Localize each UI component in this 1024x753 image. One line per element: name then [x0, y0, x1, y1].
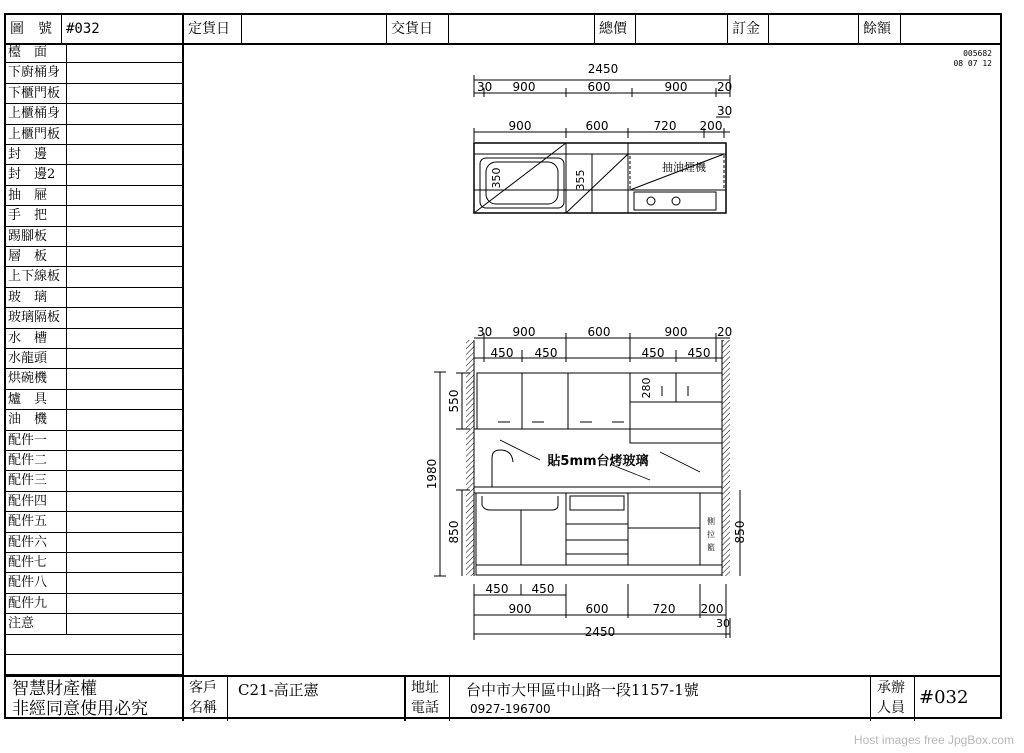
spec-row: [6, 471, 182, 491]
customer-name-cell: [228, 677, 406, 721]
bottom-dim-2: 600: [585, 602, 609, 616]
spec-row-label: 配件九: [8, 595, 48, 611]
spec-row-label: 配件三: [8, 473, 48, 489]
spec-row-divider: [66, 63, 67, 82]
deposit-label: 訂金: [728, 15, 769, 43]
spec-row-divider: [66, 145, 67, 164]
spec-row-label: 檯 面: [8, 45, 48, 60]
spec-row-label: 配件四: [8, 493, 48, 509]
bottom-dim-3: 720: [652, 602, 676, 616]
spec-row: [6, 369, 182, 389]
spec-row-divider: [66, 288, 67, 307]
elev-top-dim-5: 20: [717, 325, 733, 339]
handler-label-2: 人員: [877, 700, 905, 716]
spec-row: [6, 329, 182, 349]
spec-row-label: 配件七: [8, 555, 48, 570]
spec-row-divider: [66, 84, 67, 103]
plan-dim-2: 900: [512, 80, 536, 94]
customer-name: C21-高正憲: [238, 681, 319, 699]
spec-row-label: 配件六: [8, 534, 48, 550]
spec-row: [6, 390, 182, 410]
hood-label: 抽油煙機: [662, 161, 706, 174]
bottom-dim-1: 900: [508, 602, 532, 616]
spec-row-label: 封 邊2: [8, 167, 56, 183]
spec-row-label: 下櫃門板: [8, 85, 61, 101]
spec-sidebar: [6, 43, 184, 675]
watermark[interactable]: Host images free JpgBox.com: [853, 733, 1014, 747]
balance-value[interactable]: [901, 15, 1000, 43]
spec-row: [6, 125, 182, 145]
spec-row: [6, 349, 182, 369]
customer-label: [184, 677, 228, 721]
spec-row-divider: [66, 104, 67, 123]
handler-label-1: 承辦: [877, 680, 905, 696]
plan-total-dim: 2450: [587, 62, 619, 76]
delivery-date-label: 交貨日: [387, 15, 449, 43]
bottom-edge-dim: 30: [716, 617, 730, 630]
spec-row-divider: [66, 247, 67, 266]
spec-row: [6, 43, 182, 63]
elev-door-dim-4: 450: [687, 346, 711, 360]
spec-row-label: 水龍頭: [8, 351, 48, 366]
total-price-value[interactable]: [636, 15, 728, 43]
spec-row-label: 下廚桶身: [8, 65, 61, 81]
plan-dim-1: 30: [477, 80, 493, 94]
spec-row-divider: [66, 614, 67, 633]
plan-dim-4: 900: [664, 80, 688, 94]
spec-row: [6, 267, 182, 287]
spec-row: [6, 573, 182, 593]
plan-depth-1: 350: [490, 167, 503, 189]
plan-dim-3: 600: [587, 80, 611, 94]
address-label: [406, 677, 450, 721]
ip-line-1: 智慧財產權: [12, 679, 97, 699]
address-value: 台中市大甲區中山路一段1157-1號: [466, 681, 699, 699]
elev-door-dim-2: 450: [534, 346, 558, 360]
plan-inner-dim-1: 900: [508, 119, 532, 133]
drawing-code: 005682: [963, 49, 992, 58]
spec-row-divider: [66, 410, 67, 429]
spec-row: [6, 594, 182, 614]
spec-row: [6, 451, 182, 471]
spec-row: [6, 614, 182, 634]
base-height-left: 850: [447, 520, 461, 544]
drawing-date: 08 07 12: [953, 59, 992, 68]
handler-value: #032: [919, 687, 969, 708]
base-height-right: 850: [733, 520, 747, 544]
handler-label: [871, 677, 915, 721]
spec-row-divider: [66, 125, 67, 144]
spec-row-label: 上下線板: [8, 269, 61, 285]
upper-height-dim: 550: [447, 389, 461, 413]
spec-row: [6, 145, 182, 165]
elev-top-dim-1: 30: [477, 325, 493, 339]
spec-row-label: 配件五: [8, 514, 48, 530]
spec-row-label: 封 邊: [8, 147, 48, 162]
plan-inner-dim-4: 200: [699, 119, 723, 133]
plan-edge-dim: 30: [717, 104, 733, 118]
customer-label-1: 客戶: [189, 680, 217, 696]
spec-row-divider: [66, 492, 67, 511]
spec-row: [6, 165, 182, 185]
spec-row-label: 上櫃桶身: [8, 106, 61, 122]
spec-row: [6, 431, 182, 451]
spec-row-divider: [66, 165, 67, 184]
spec-row: [6, 410, 182, 430]
spec-row: [6, 227, 182, 247]
spec-row: [6, 247, 182, 267]
elev-top-dim-2: 900: [512, 325, 536, 339]
spec-row-divider: [66, 329, 67, 348]
elev-top-dim-3: 600: [587, 325, 611, 339]
customer-label-2: 名稱: [189, 700, 217, 716]
drawing-meta: [953, 49, 992, 69]
ip-line-2: 非經同意使用必究: [12, 699, 148, 719]
spec-row-label: 爐 具: [8, 391, 48, 407]
spec-row: [6, 288, 182, 308]
spec-row-label: 注意: [8, 616, 35, 632]
spec-row-divider: [66, 308, 67, 327]
spec-row-label: 踢腳板: [8, 228, 48, 244]
side-label-3: 籃: [707, 543, 715, 552]
phone-value: 0927-196700: [470, 702, 551, 716]
deposit-value[interactable]: [769, 15, 859, 43]
spec-row-divider: [66, 186, 67, 205]
spec-row-label: 玻 璃: [8, 289, 48, 305]
spec-row-divider: [66, 206, 67, 225]
spec-row-label: 烘碗機: [8, 371, 48, 387]
spec-row-divider: [66, 390, 67, 409]
spec-row: [6, 533, 182, 553]
spec-row: [6, 512, 182, 532]
spec-row-label: 玻璃隔板: [8, 310, 61, 326]
drawing-no-label: 圖 號: [6, 15, 62, 43]
elev-door-dim-1: 450: [490, 346, 514, 360]
spec-row-divider: [66, 451, 67, 470]
spec-row-label: 配件二: [8, 453, 48, 468]
spec-row-divider: [66, 553, 67, 572]
spec-row: [6, 84, 182, 104]
spec-row: [6, 104, 182, 124]
spec-row-label: 配件一: [8, 432, 48, 448]
spec-row: [6, 186, 182, 206]
spec-row-divider: [66, 431, 67, 450]
plan-inner-dim-2: 600: [585, 119, 609, 133]
elev-door-dim-3: 450: [641, 346, 665, 360]
handler-cell: [915, 677, 1000, 721]
address-label-2: 電話: [411, 700, 439, 716]
total-height-dim: 1980: [425, 458, 439, 490]
address-label-1: 地址: [411, 680, 439, 696]
side-label-2: 拉: [707, 530, 715, 539]
spec-row-label: 水 槽: [8, 330, 48, 346]
side-label-1: 側: [707, 517, 715, 526]
balance-label: 餘額: [859, 15, 901, 43]
header-bar: [6, 15, 1000, 45]
drawing-no-value: #032: [62, 15, 184, 43]
spec-row-divider: [66, 533, 67, 552]
elev-top-dim-4: 900: [664, 325, 688, 339]
spec-row-divider: [66, 512, 67, 531]
spec-row-label: 層 板: [8, 249, 48, 264]
spec-row-divider: [66, 267, 67, 286]
spec-row-divider: [66, 349, 67, 368]
spec-row-divider: [66, 471, 67, 490]
order-date-value[interactable]: [242, 15, 387, 43]
drawing-frame: [4, 13, 1002, 719]
plan-inner-dim-3: 720: [653, 119, 677, 133]
spec-row-label: 油 機: [8, 412, 48, 428]
spec-row: [6, 492, 182, 512]
spec-row-label: 手 把: [8, 208, 48, 224]
bottom-door-dim-2: 450: [531, 582, 555, 596]
bottom-total-dim: 2450: [584, 625, 616, 639]
spec-row-divider: [66, 594, 67, 613]
glass-label: 貼5mm台烤玻璃: [547, 454, 649, 469]
spec-row-empty: [6, 635, 182, 655]
spec-row: [6, 206, 182, 226]
ip-notice: [6, 677, 184, 721]
total-price-label: 總價: [595, 15, 636, 43]
bottom-dim-4: 200: [700, 602, 724, 616]
spec-row-label: 上櫃門板: [8, 126, 61, 142]
spec-row-divider: [66, 43, 67, 62]
spec-row-divider: [66, 369, 67, 388]
bottom-door-dim-1: 450: [485, 582, 509, 596]
footer-bar: [6, 675, 1000, 721]
spec-row-empty: [6, 655, 182, 675]
spec-row-divider: [66, 227, 67, 246]
spec-row: [6, 63, 182, 83]
spec-row-divider: [66, 573, 67, 592]
plan-depth-2: 355: [574, 169, 587, 191]
spec-row: [6, 553, 182, 573]
plan-dim-5: 20: [717, 80, 733, 94]
spec-row-label: 配件八: [8, 575, 48, 591]
spec-row-label: 抽 屜: [8, 187, 48, 203]
order-date-label: 定貨日: [184, 15, 242, 43]
hood-height-dim: 280: [640, 377, 653, 399]
address-cell: [450, 677, 871, 721]
delivery-date-value[interactable]: [449, 15, 595, 43]
spec-row: [6, 308, 182, 328]
